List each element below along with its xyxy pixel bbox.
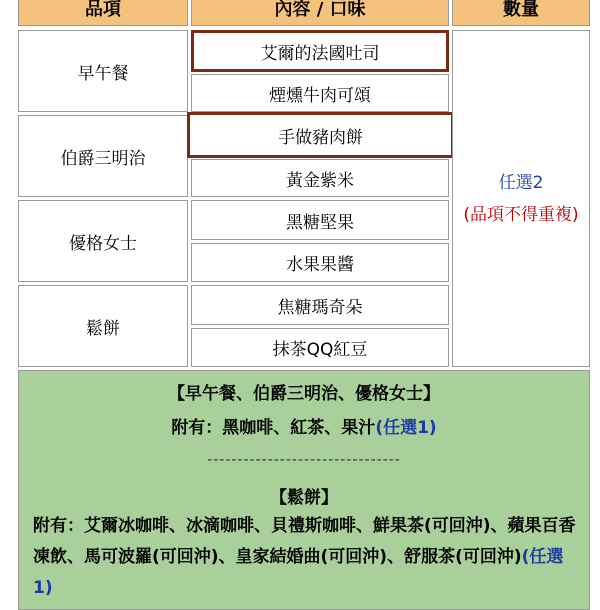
notes-divider: -------------------------------- <box>207 452 401 468</box>
option-earl-sandwich-1: 手做豬肉餅 <box>187 112 454 158</box>
option-earl-sandwich-2: 黃金紫米 <box>191 159 449 197</box>
group1-drinks-text: 附有：黑咖啡、紅茶、果汁 <box>171 418 376 438</box>
group1-title: 【早午餐、伯爵三明治、優格女士】 <box>168 384 440 404</box>
header-quantity: 數量 <box>452 0 590 26</box>
group2-drinks <box>33 511 578 604</box>
quantity-cell <box>452 30 590 367</box>
group1-drinks <box>19 413 589 438</box>
option-yogurt-lady-1: 黑糖堅果 <box>191 200 449 240</box>
option-brunch-1: 艾爾的法國吐司 <box>191 30 449 72</box>
group2-choice: (任選1) <box>33 547 564 598</box>
option-waffle-1: 焦糖瑪奇朵 <box>191 285 449 325</box>
quantity-note: (品項不得重複) <box>463 204 579 225</box>
item-brunch: 早午餐 <box>18 30 188 112</box>
option-yogurt-lady-2: 水果果醬 <box>191 243 449 282</box>
item-yogurt-lady: 優格女士 <box>18 200 188 282</box>
quantity-choose: 任選2 <box>498 172 544 193</box>
group2-title: 【鬆餅】 <box>270 488 338 508</box>
group2-drinks-text: 附有：艾爾冰咖啡、冰滴咖啡、貝禮斯咖啡、鮮果茶(可回沖)、蘋果百香凍飲、馬可波羅(可回沖)、皇家結婚曲(可回沖)、舒服茶(可回沖) <box>33 516 576 567</box>
item-waffle: 鬆餅 <box>18 285 188 367</box>
option-brunch-2: 煙燻牛肉可頌 <box>191 74 449 112</box>
header-item: 品項 <box>18 0 188 26</box>
group1-choice: (任選1) <box>375 418 437 438</box>
header-content: 內容 / 口味 <box>191 0 449 26</box>
notes-panel <box>18 370 590 610</box>
item-earl-sandwich: 伯爵三明治 <box>18 115 188 197</box>
option-waffle-2: 抹茶QQ紅豆 <box>191 328 449 367</box>
